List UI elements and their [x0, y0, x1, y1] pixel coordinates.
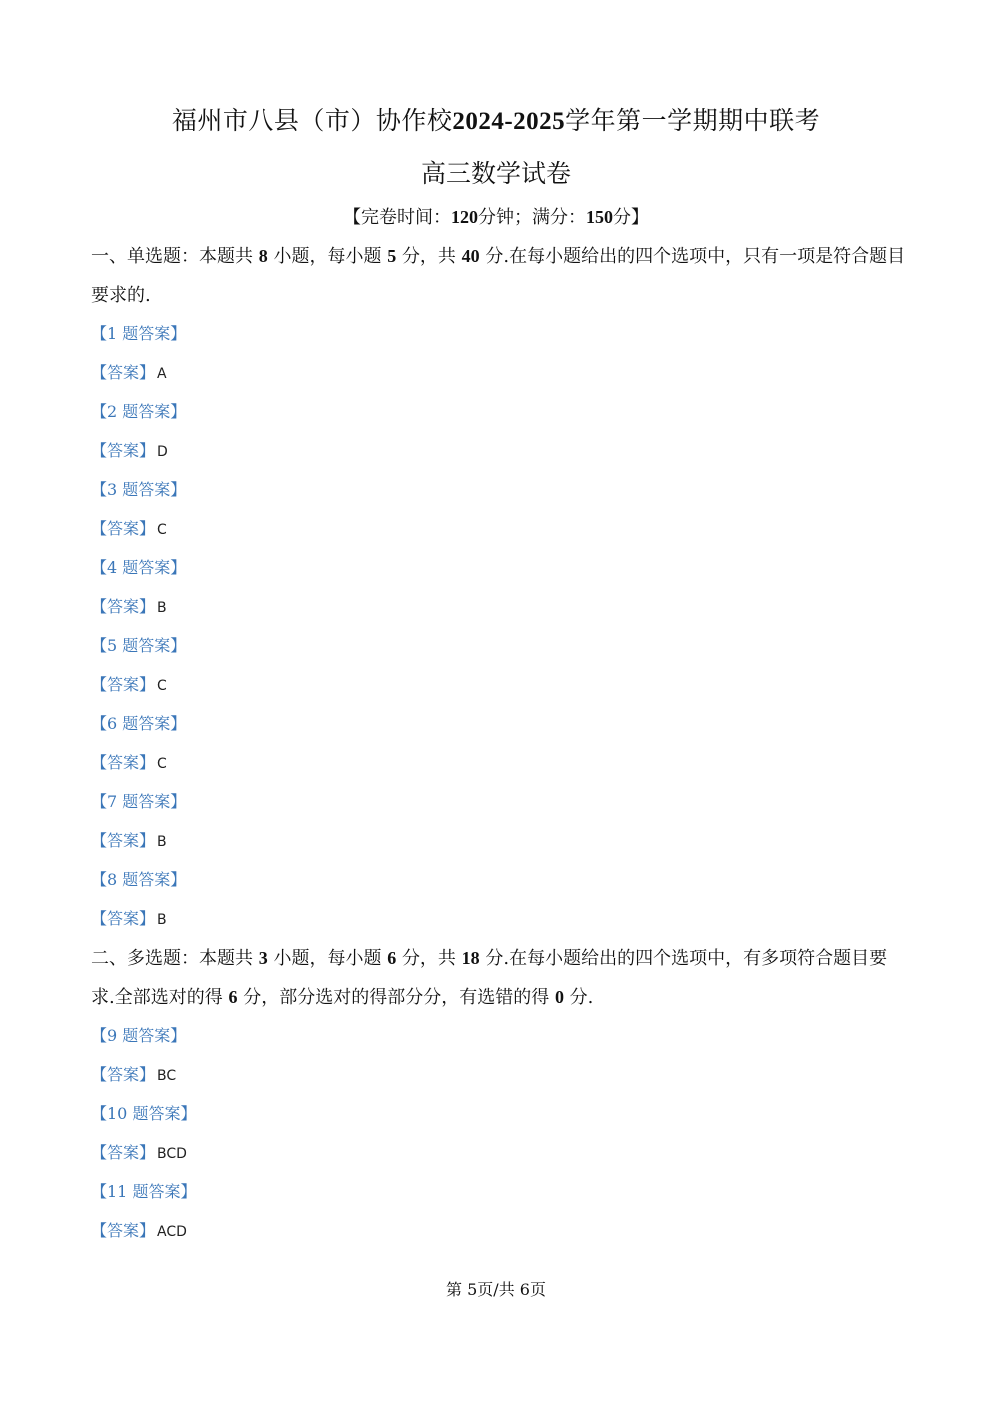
exam-info: 【完卷时间：120分钟；满分：150分】 [343, 207, 649, 228]
question-10-heading: 【10 题答案】 [91, 1104, 197, 1123]
question-9-heading: 【9 题答案】 [91, 1026, 187, 1045]
question-10-answer: 【答案】 BCD [91, 1143, 187, 1162]
question-3-answer: 【答案】 C [91, 519, 167, 538]
question-7-heading: 【7 题答案】 [91, 792, 187, 811]
question-8-answer: 【答案】 B [91, 909, 167, 928]
question-2-answer: 【答案】 D [91, 441, 168, 460]
question-1-heading: 【1 题答案】 [91, 324, 187, 343]
question-7-answer: 【答案】 B [91, 831, 167, 850]
question-11-answer: 【答案】 ACD [91, 1221, 187, 1240]
question-4-heading: 【4 题答案】 [91, 558, 187, 577]
question-3-heading: 【3 题答案】 [91, 480, 187, 499]
question-2-heading: 【2 题答案】 [91, 402, 187, 421]
section-2-instructions: 二、多选题：本题共 3 小题，每小题 6 分，共 18 分.在每小题给出的四个选项中，有多项符合题目要求.全部选对的得 6 分，部分选对的得部分分，有选错的得 0 分. [91, 948, 888, 1008]
exam-subtitle: 高三数学试卷 [420, 159, 571, 188]
question-11-heading: 【11 题答案】 [91, 1182, 197, 1201]
page-footer: 第 5页/共 6页 [446, 1280, 546, 1299]
question-6-heading: 【6 题答案】 [91, 714, 187, 733]
exam-title: 福州市八县（市）协作校2024-2025学年第一学期期中联考 [171, 106, 821, 135]
question-1-answer: 【答案】 A [91, 363, 167, 382]
question-5-answer: 【答案】 C [91, 675, 167, 694]
question-6-answer: 【答案】 C [91, 753, 167, 772]
question-5-heading: 【5 题答案】 [91, 636, 187, 655]
question-9-answer: 【答案】 BC [91, 1065, 177, 1084]
question-4-answer: 【答案】 B [91, 597, 167, 616]
section-1-instructions: 一、单选题：本题共 8 小题，每小题 5 分，共 40 分.在每小题给出的四个选项中，只有一项是符合题目要求的. [91, 246, 906, 306]
question-8-heading: 【8 题答案】 [91, 870, 187, 889]
